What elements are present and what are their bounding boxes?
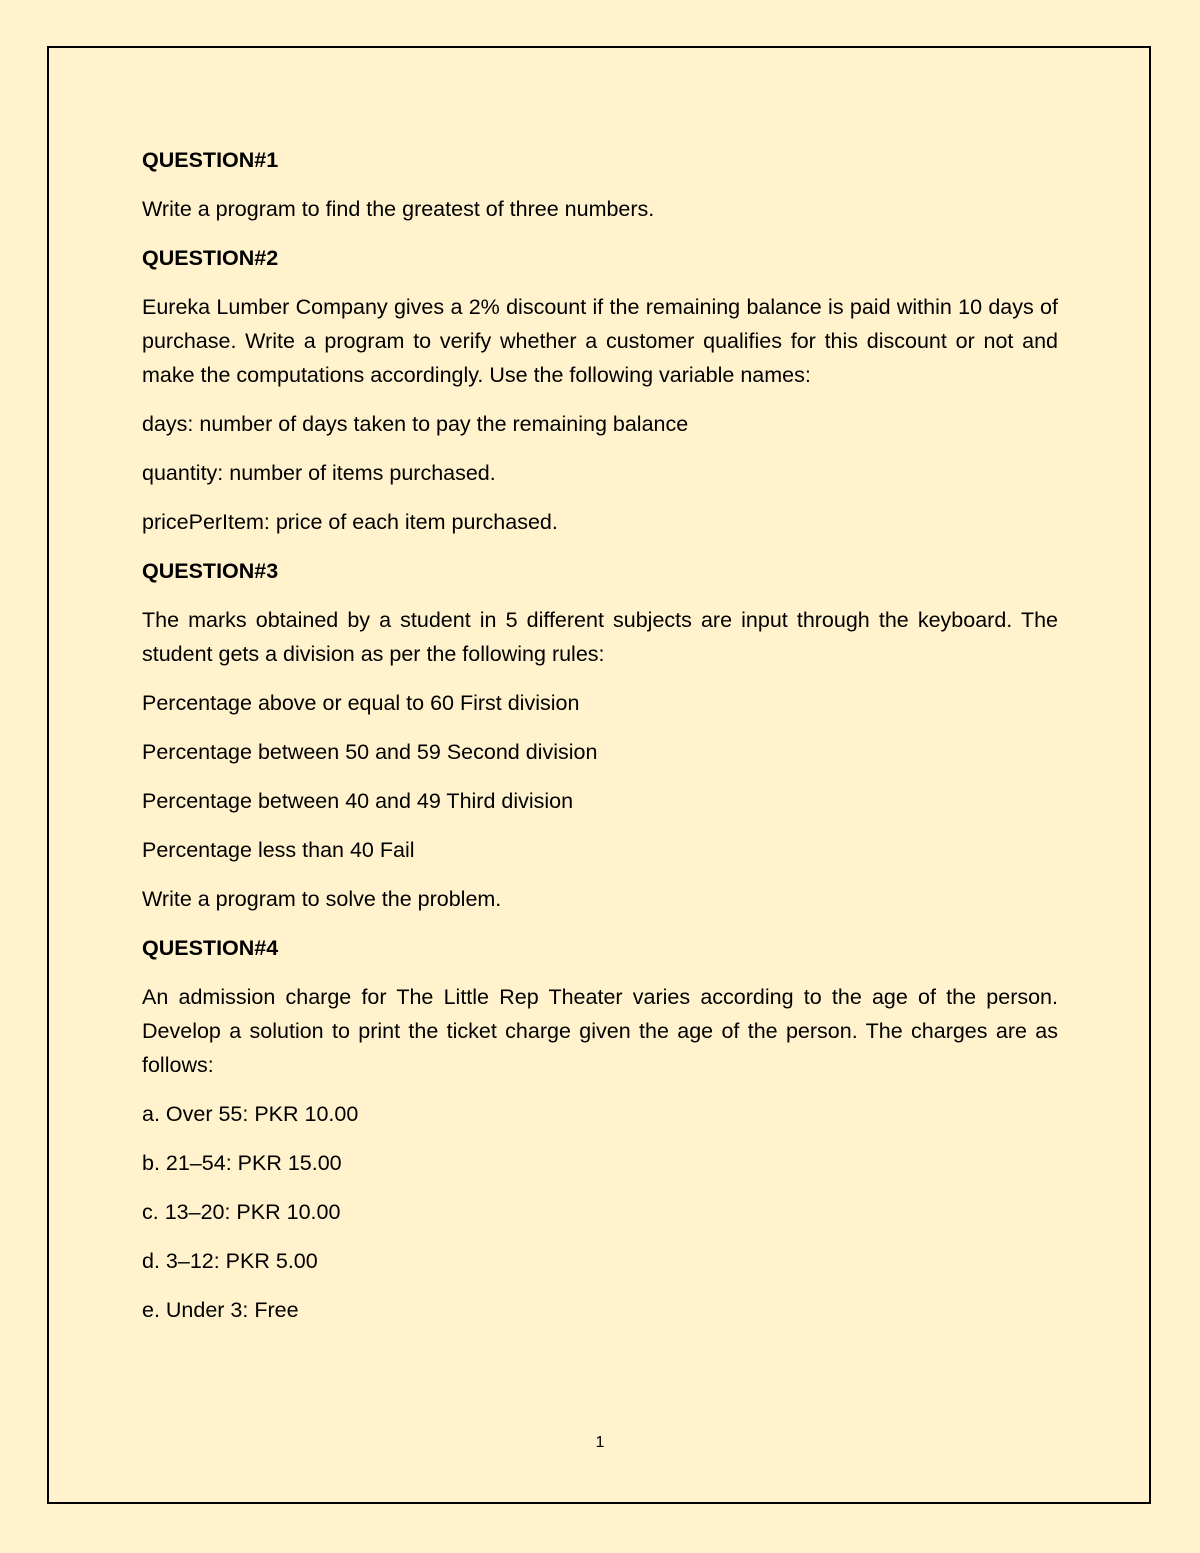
question-1-text: Write a program to find the greatest of three numbers. [142,197,655,221]
rule-third-division: Percentage between 40 and 49 Third division [142,789,574,813]
question-4-heading: QUESTION#4 [142,936,279,960]
charge-21-54: b. 21–54: PKR 15.00 [142,1151,342,1175]
variable-days: days: number of days taken to pay the remaining balance [142,412,689,436]
question-3-heading: QUESTION#3 [142,559,279,583]
question-3-instruction: Write a program to solve the problem. [142,887,502,911]
document-body [142,143,1058,1342]
variable-price-per-item: pricePerItem: price of each item purchased. [142,510,558,534]
question-2-text: Eureka Lumber Company gives a 2% discount if the remaining balance is paid within 10 days of purchase. Write a program to verify whether a customer qualifies for this discount or not and make the computations accordingly. Use the following variable names: [142,295,1058,387]
charge-13-20: c. 13–20: PKR 10.00 [142,1200,341,1224]
question-4-text: An admission charge for The Little Rep Theater varies according to the age of the person. Develop a solution to print the ticket charge given the age of the person. The charges are as follows: [142,985,1058,1077]
question-2-heading: QUESTION#2 [142,246,279,270]
question-1-heading: QUESTION#1 [142,148,279,172]
variable-quantity: quantity: number of items purchased. [142,461,496,485]
charge-under-3: e. Under 3: Free [142,1298,299,1322]
rule-second-division: Percentage between 50 and 59 Second division [142,740,598,764]
rule-fail: Percentage less than 40 Fail [142,838,415,862]
question-3-text: The marks obtained by a student in 5 different subjects are input through the keyboard. The student gets a division as per the following rules: [142,608,1058,666]
charge-3-12: d. 3–12: PKR 5.00 [142,1249,318,1273]
charge-over-55: a. Over 55: PKR 10.00 [142,1102,359,1126]
rule-first-division: Percentage above or equal to 60 First division [142,691,580,715]
page-number: 1 [595,1434,605,1451]
